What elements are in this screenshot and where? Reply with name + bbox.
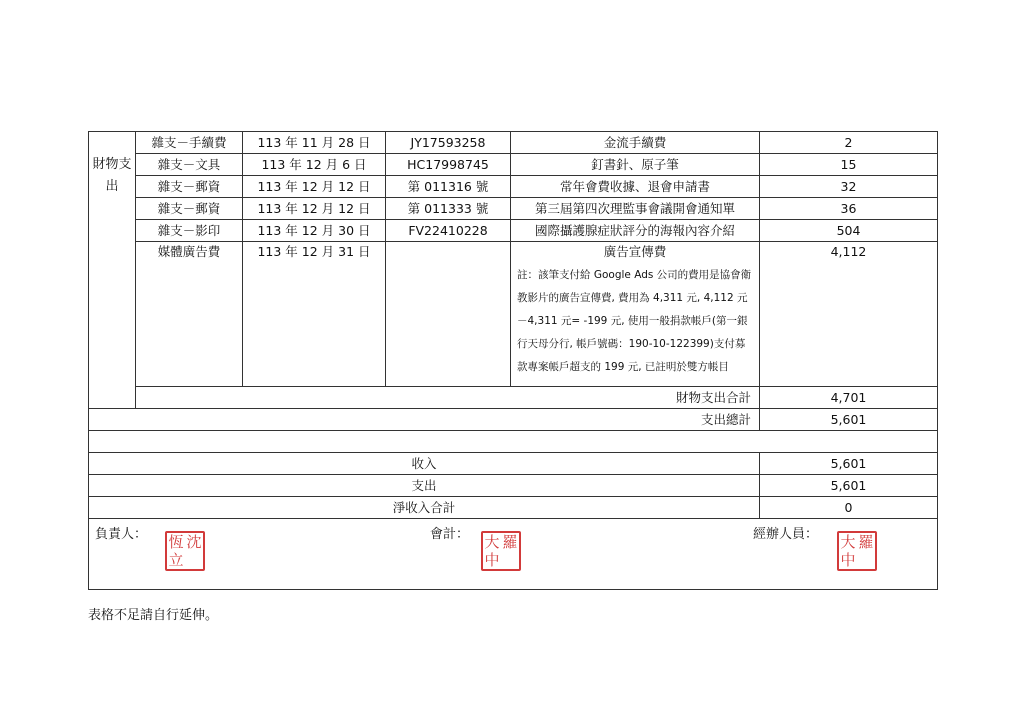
table-row [89, 220, 938, 242]
item-cell: 雜支－文具 [136, 154, 243, 176]
description-cell: 常年會費收據、退會申請書 [511, 176, 760, 198]
description-cell: 第三屆第四次理監事會議開會通知單 [511, 198, 760, 220]
amount-cell: 36 [760, 198, 938, 220]
table-row [89, 198, 938, 220]
expense-row [89, 475, 938, 497]
description-cell: 國際攝護腺症狀評分的海報內容介紹 [511, 220, 760, 242]
item-cell: 雜支－郵資 [136, 198, 243, 220]
voucher-cell: FV22410228 [386, 220, 511, 242]
responsible-seal: 恆 沈 立 [165, 531, 205, 571]
expense-ledger-table [88, 131, 938, 590]
voucher-cell: 第 011316 號 [386, 176, 511, 198]
voucher-cell: JY17593258 [386, 132, 511, 154]
date-cell: 113 年 12 月 12 日 [243, 198, 386, 220]
item-cell: 雜支－郵資 [136, 176, 243, 198]
accountant-seal: 大 羅 中 [481, 531, 521, 571]
footnote: 表格不足請自行延伸。 [88, 608, 219, 623]
date-cell: 113 年 12 月 12 日 [243, 176, 386, 198]
table-row [89, 176, 938, 198]
voucher-cell: 第 011333 號 [386, 198, 511, 220]
subtotal-label: 財物支出合計 [136, 387, 760, 409]
voucher-cell: HC17998745 [386, 154, 511, 176]
responsible-label: 負責人： [95, 527, 148, 542]
amount-cell: 4,112 [760, 242, 938, 387]
amount-cell: 2 [760, 132, 938, 154]
net-row [89, 497, 938, 519]
accountant-label: 會計： [430, 527, 470, 542]
date-cell: 113 年 12 月 31 日 [243, 242, 386, 387]
expense-amount: 5,601 [760, 475, 938, 497]
category-cell [89, 132, 136, 409]
signature-row [89, 519, 938, 590]
date-cell: 113 年 12 月 6 日 [243, 154, 386, 176]
subtotal-row [89, 387, 938, 409]
net-label: 淨收入合計 [89, 497, 760, 519]
table-row [89, 132, 938, 154]
subtotal-amount: 4,701 [760, 387, 938, 409]
date-cell: 113 年 11 月 28 日 [243, 132, 386, 154]
item-cell: 媒體廣告費 [136, 242, 243, 387]
blank-row [89, 431, 938, 453]
income-row [89, 453, 938, 475]
voucher-cell [386, 242, 511, 387]
amount-cell: 32 [760, 176, 938, 198]
handler-seal: 大 羅 中 [837, 531, 877, 571]
item-cell: 雜支－影印 [136, 220, 243, 242]
handler-label: 經辦人員： [753, 527, 819, 542]
net-amount: 0 [760, 497, 938, 519]
total-row [89, 409, 938, 431]
amount-cell: 504 [760, 220, 938, 242]
item-cell: 雜支－手續費 [136, 132, 243, 154]
signature-cell [89, 519, 938, 590]
description-title: 廣告宣傳費 [603, 244, 667, 259]
date-cell: 113 年 12 月 30 日 [243, 220, 386, 242]
description-cell [511, 242, 760, 387]
blank-cell [89, 431, 938, 453]
table-row [89, 154, 938, 176]
income-amount: 5,601 [760, 453, 938, 475]
total-amount: 5,601 [760, 409, 938, 431]
media-ad-row [89, 242, 938, 387]
description-note: 註：該筆支付給 Google Ads 公司的費用是協會衛教影片的廣告宣傳費, 費用為 4,311 元, 4,112 元－4,311 元= -199 元, 使用一般捐款帳戶(第一銀行天母分行, 帳戶號碼：190-10-122399)支付募款專案帳戶超支的 199 元, 已註明於雙方帳目 [517, 269, 752, 373]
total-label: 支出總計 [89, 409, 760, 431]
description-cell: 釘書針、原子筆 [511, 154, 760, 176]
category-label: 財物支出 [92, 157, 132, 194]
income-label: 收入 [89, 453, 760, 475]
description-cell: 金流手續費 [511, 132, 760, 154]
expense-label: 支出 [89, 475, 760, 497]
amount-cell: 15 [760, 154, 938, 176]
